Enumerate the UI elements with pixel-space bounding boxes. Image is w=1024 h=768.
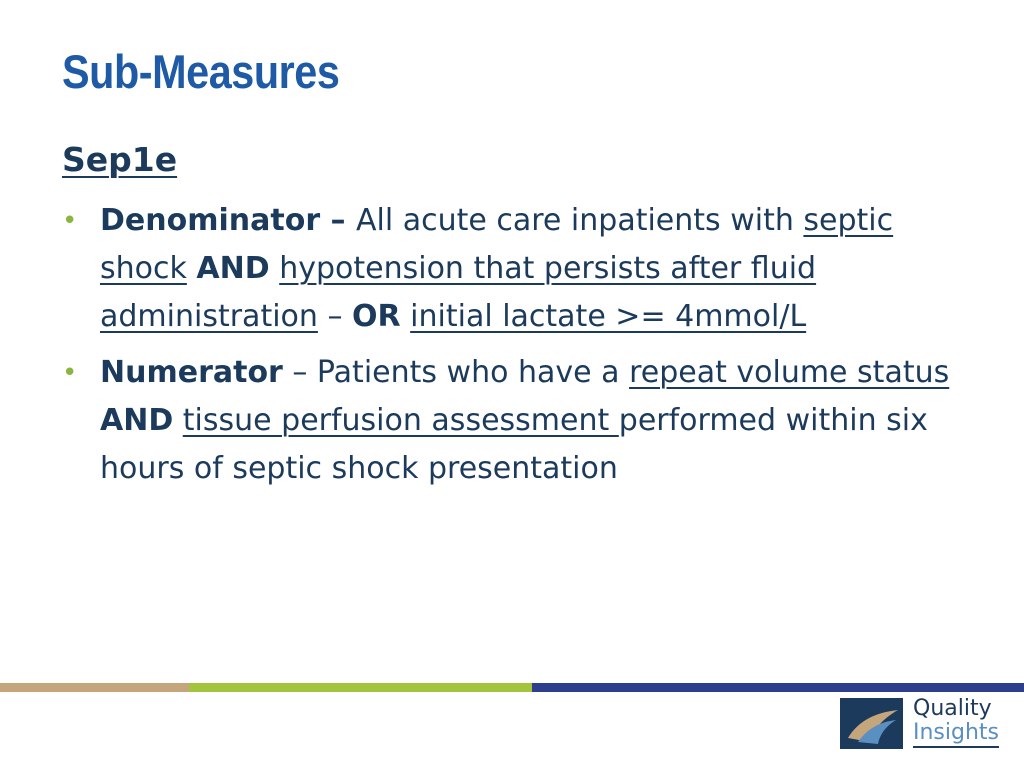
logo-line-2: Insights: [913, 721, 999, 748]
bullet-text-segment: [173, 403, 183, 438]
bullet-text-segment: septic shock: [100, 203, 894, 286]
bullet-text-segment: initial lactate >= 4mmol/L: [410, 299, 807, 334]
bullet-text-segment: hypotension that persists after fluid administration: [100, 251, 817, 334]
bullet-text-segment: repeat volume status: [629, 355, 950, 390]
bullet-text-segment: –: [317, 299, 352, 334]
footer-bar-segment: [189, 683, 532, 692]
bullet-text-segment: All acute care inpatients with: [356, 203, 804, 238]
footer-bar-segment: [0, 683, 189, 692]
bullet-item: [62, 349, 962, 493]
bullet-text-segment: tissue perfusion assessment: [182, 403, 619, 438]
bullet-text-segment: – Patients who have a: [282, 355, 630, 390]
logo-wordmark: [913, 697, 999, 748]
bullet-text-segment: OR: [352, 299, 401, 334]
logo-line-1: Quality: [913, 696, 992, 721]
footer-color-bar: [0, 683, 1024, 692]
bullet-list: [62, 197, 962, 501]
bullet-text-segment: AND: [196, 251, 270, 286]
quality-insights-logo-icon: [840, 698, 903, 749]
bullet-dot-icon: •: [62, 358, 78, 388]
footer-bar-segment: [532, 683, 1024, 692]
bullet-text-segment: [401, 299, 411, 334]
bullet-text-segment: Numerator: [100, 355, 283, 390]
bullet-text-segment: [187, 251, 197, 286]
bullet-item: [62, 197, 962, 341]
section-subtitle: Sep1e: [62, 140, 178, 179]
bullet-text-segment: Denominator –: [100, 203, 356, 238]
quality-insights-logo: [840, 698, 1010, 750]
bullet-text-segment: [270, 251, 280, 286]
bullet-dot-icon: •: [62, 206, 78, 236]
bullet-text-segment: AND: [100, 403, 174, 438]
page-title: Sub-Measures: [62, 45, 340, 98]
bullet-text-segment: performed within six hours of septic shock presentation: [100, 403, 928, 486]
